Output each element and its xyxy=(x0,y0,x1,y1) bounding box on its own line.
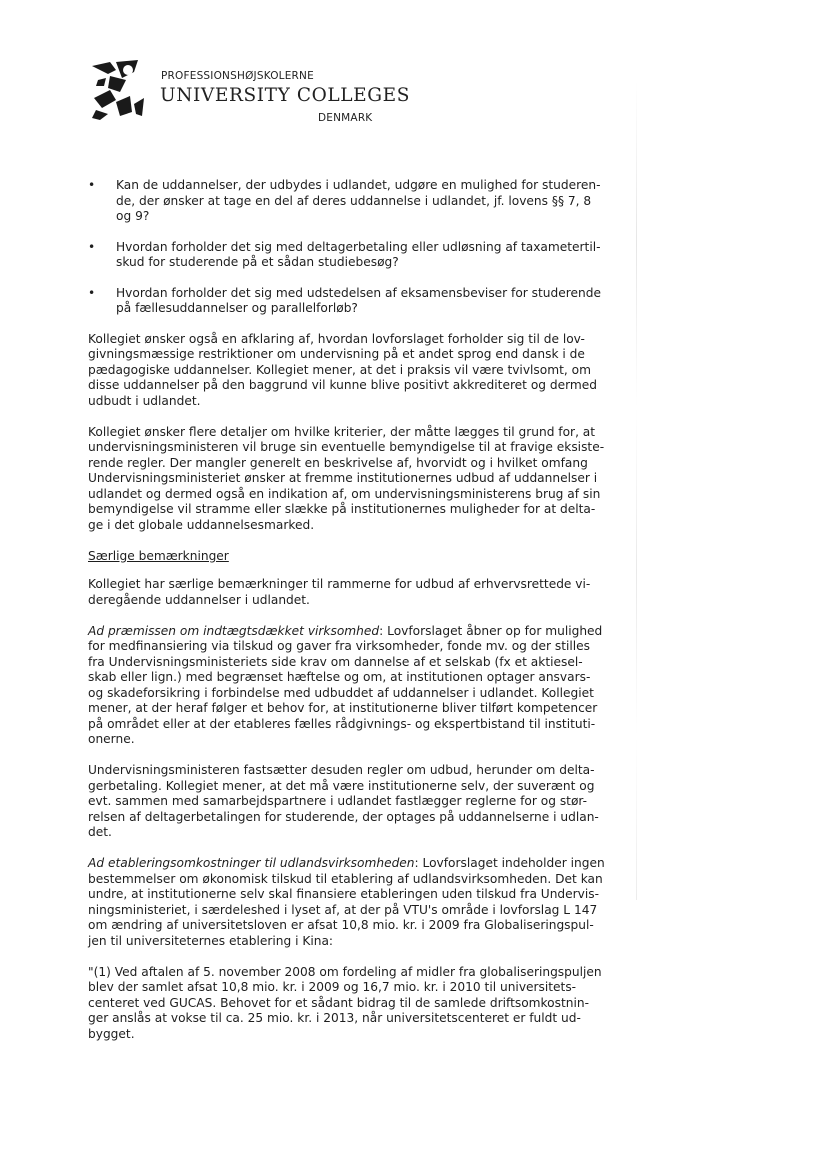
list-item xyxy=(88,178,608,225)
section-heading: Særlige bemærkninger xyxy=(88,548,229,563)
list-item-text: Kan de uddannelser, der udbydes i udlandet, udgøre en mulighed for studeren-de, der ønsker at tage en del af deres uddannelse i udlandet, jf. lovens §§ 7, 8 og 9? xyxy=(116,178,601,223)
document-body xyxy=(88,178,608,1042)
brand-title: UNIVERSITY COLLEGES xyxy=(160,85,411,106)
org-line: PROFESSIONSHØJSKOLERNE xyxy=(161,70,314,82)
paragraph-lead-italic: Ad præmissen om indtægtsdækket virksomhed xyxy=(88,623,380,638)
paragraph-lead-italic: Ad etableringsomkostninger til udlandsvirksomheden xyxy=(88,856,415,870)
list-item xyxy=(88,286,608,317)
paragraph-participant-fees: Undervisningsministeren fastsætter desuden regler om udbud, herunder om delta-gerbetaling. Kollegiet mener, at det må være institutionerne selv, der suverænt og evt. sammen med samarbejdspartnere i udlandet fastlægger reglerne for og stør-relsen af deltagerbetalingen for studerende, der optages på uddannelserne i udlan-det. xyxy=(88,763,599,839)
paragraph-text: : Lovforslaget åbner op for mulighed for medfinansiering via tilskud og gaver fra virksomheder, fonde mv. og der stilles fra Undervisningsministeriets side krav om dannelse af et selskab (fx et aktiesel-skab eller lign.) med begrænset hæftelse og om, at institutionen optager ansvars- og skadeforsikring i forbindelse med udbuddet af uddannelser i udlandet. Kollegiet mener, at der heraf følger et behov for, at institutionerne bliver tilført kompetencer på området eller at der etableres fælles rådgivnings- og ekspertbistand til instituti-onerne. xyxy=(88,623,603,746)
list-item xyxy=(88,240,608,271)
scan-margin-line xyxy=(636,80,637,900)
list-item-text: Hvordan forholder det sig med udstedelsen af eksamensbeviser for studerende på fællesuddannelser og parallelforløb? xyxy=(116,285,601,315)
paragraph-income-covered-activity xyxy=(88,624,608,748)
paragraph-text: : Lovforslaget indeholder ingen bestemmelser om økonomisk tilskud til etablering af udlandsvirksomheden. Det kan undre, at institutionerne selv skal finansiere etableringen uden tilskud fra Undervis-ningsministeriet, i særdeleshed i lyset af, at der på VTU's område i lovforslag L 147 om ændring af universitetsloven er afsat 10,8 mio. kr. i 2009 fra Globaliseringspul-jen til universiteternes etablering i Kina: xyxy=(88,856,605,948)
paragraph-establishment-costs xyxy=(88,856,608,949)
question-list xyxy=(88,178,608,317)
bullet-icon: • xyxy=(88,285,96,300)
university-colleges-logo-icon xyxy=(86,58,148,122)
brand-country: DENMARK xyxy=(318,112,373,124)
bullet-icon: • xyxy=(88,239,96,254)
bullet-icon: • xyxy=(88,178,96,192)
paragraph-language-restrictions: Kollegiet ønsker også en afklaring af, hvordan lovforslaget forholder sig til de lov-givningsmæssige restriktioner om undervisning på et andet sprog end dansk i de pædagogiske uddannelser. Kollegiet mener, at det i praksis vil være tvivlsomt, om disse uddannelser på den baggrund vil kunne blive positivt akkrediteret og dermed udbudt i udlandet. xyxy=(88,331,598,408)
quoted-passage: "(1) Ved aftalen af 5. november 2008 om fordeling af midler fra globaliseringspuljen blev der samlet afsat 10,8 mio. kr. i 2009 og 16,7 mio. kr. i 2010 til universitets-centeret ved GUCAS. Behovet for et sådant bidrag til de samlede driftsomkostnin-ger anslås at vokse til ca. 25 mio. kr. i 2013, når universitetscenteret er fuldt ud-bygget. xyxy=(88,964,602,1041)
paragraph-criteria: Kollegiet ønsker flere detaljer om hvilke kriterier, der måtte lægges til grund for, at undervisningsministeren vil bruge sin eventuelle bemyndigelse til at fravige eksiste-rende regler. Der mangler generelt en beskrivelse af, hvorvidt og i hvilket omfang Undervisningsministeriet ønsker at fremme institutionernes udbud af uddannelser i udlandet og dermed også en indikation af, om undervisningsministerens brug af sin bemyndigelse vil stramme eller slække på institutionernes muligheder for at delta-ge i det globale uddannelsesmarked. xyxy=(88,424,605,532)
paragraph-special-remarks: Kollegiet har særlige bemærkninger til rammerne for udbud af erhvervsrettede vi-deregående uddannelser i udlandet. xyxy=(88,577,591,607)
list-item-text: Hvordan forholder det sig med deltagerbetaling eller udløsning af taxametertil-skud for studerende på et sådan studiebesøg? xyxy=(116,239,601,269)
